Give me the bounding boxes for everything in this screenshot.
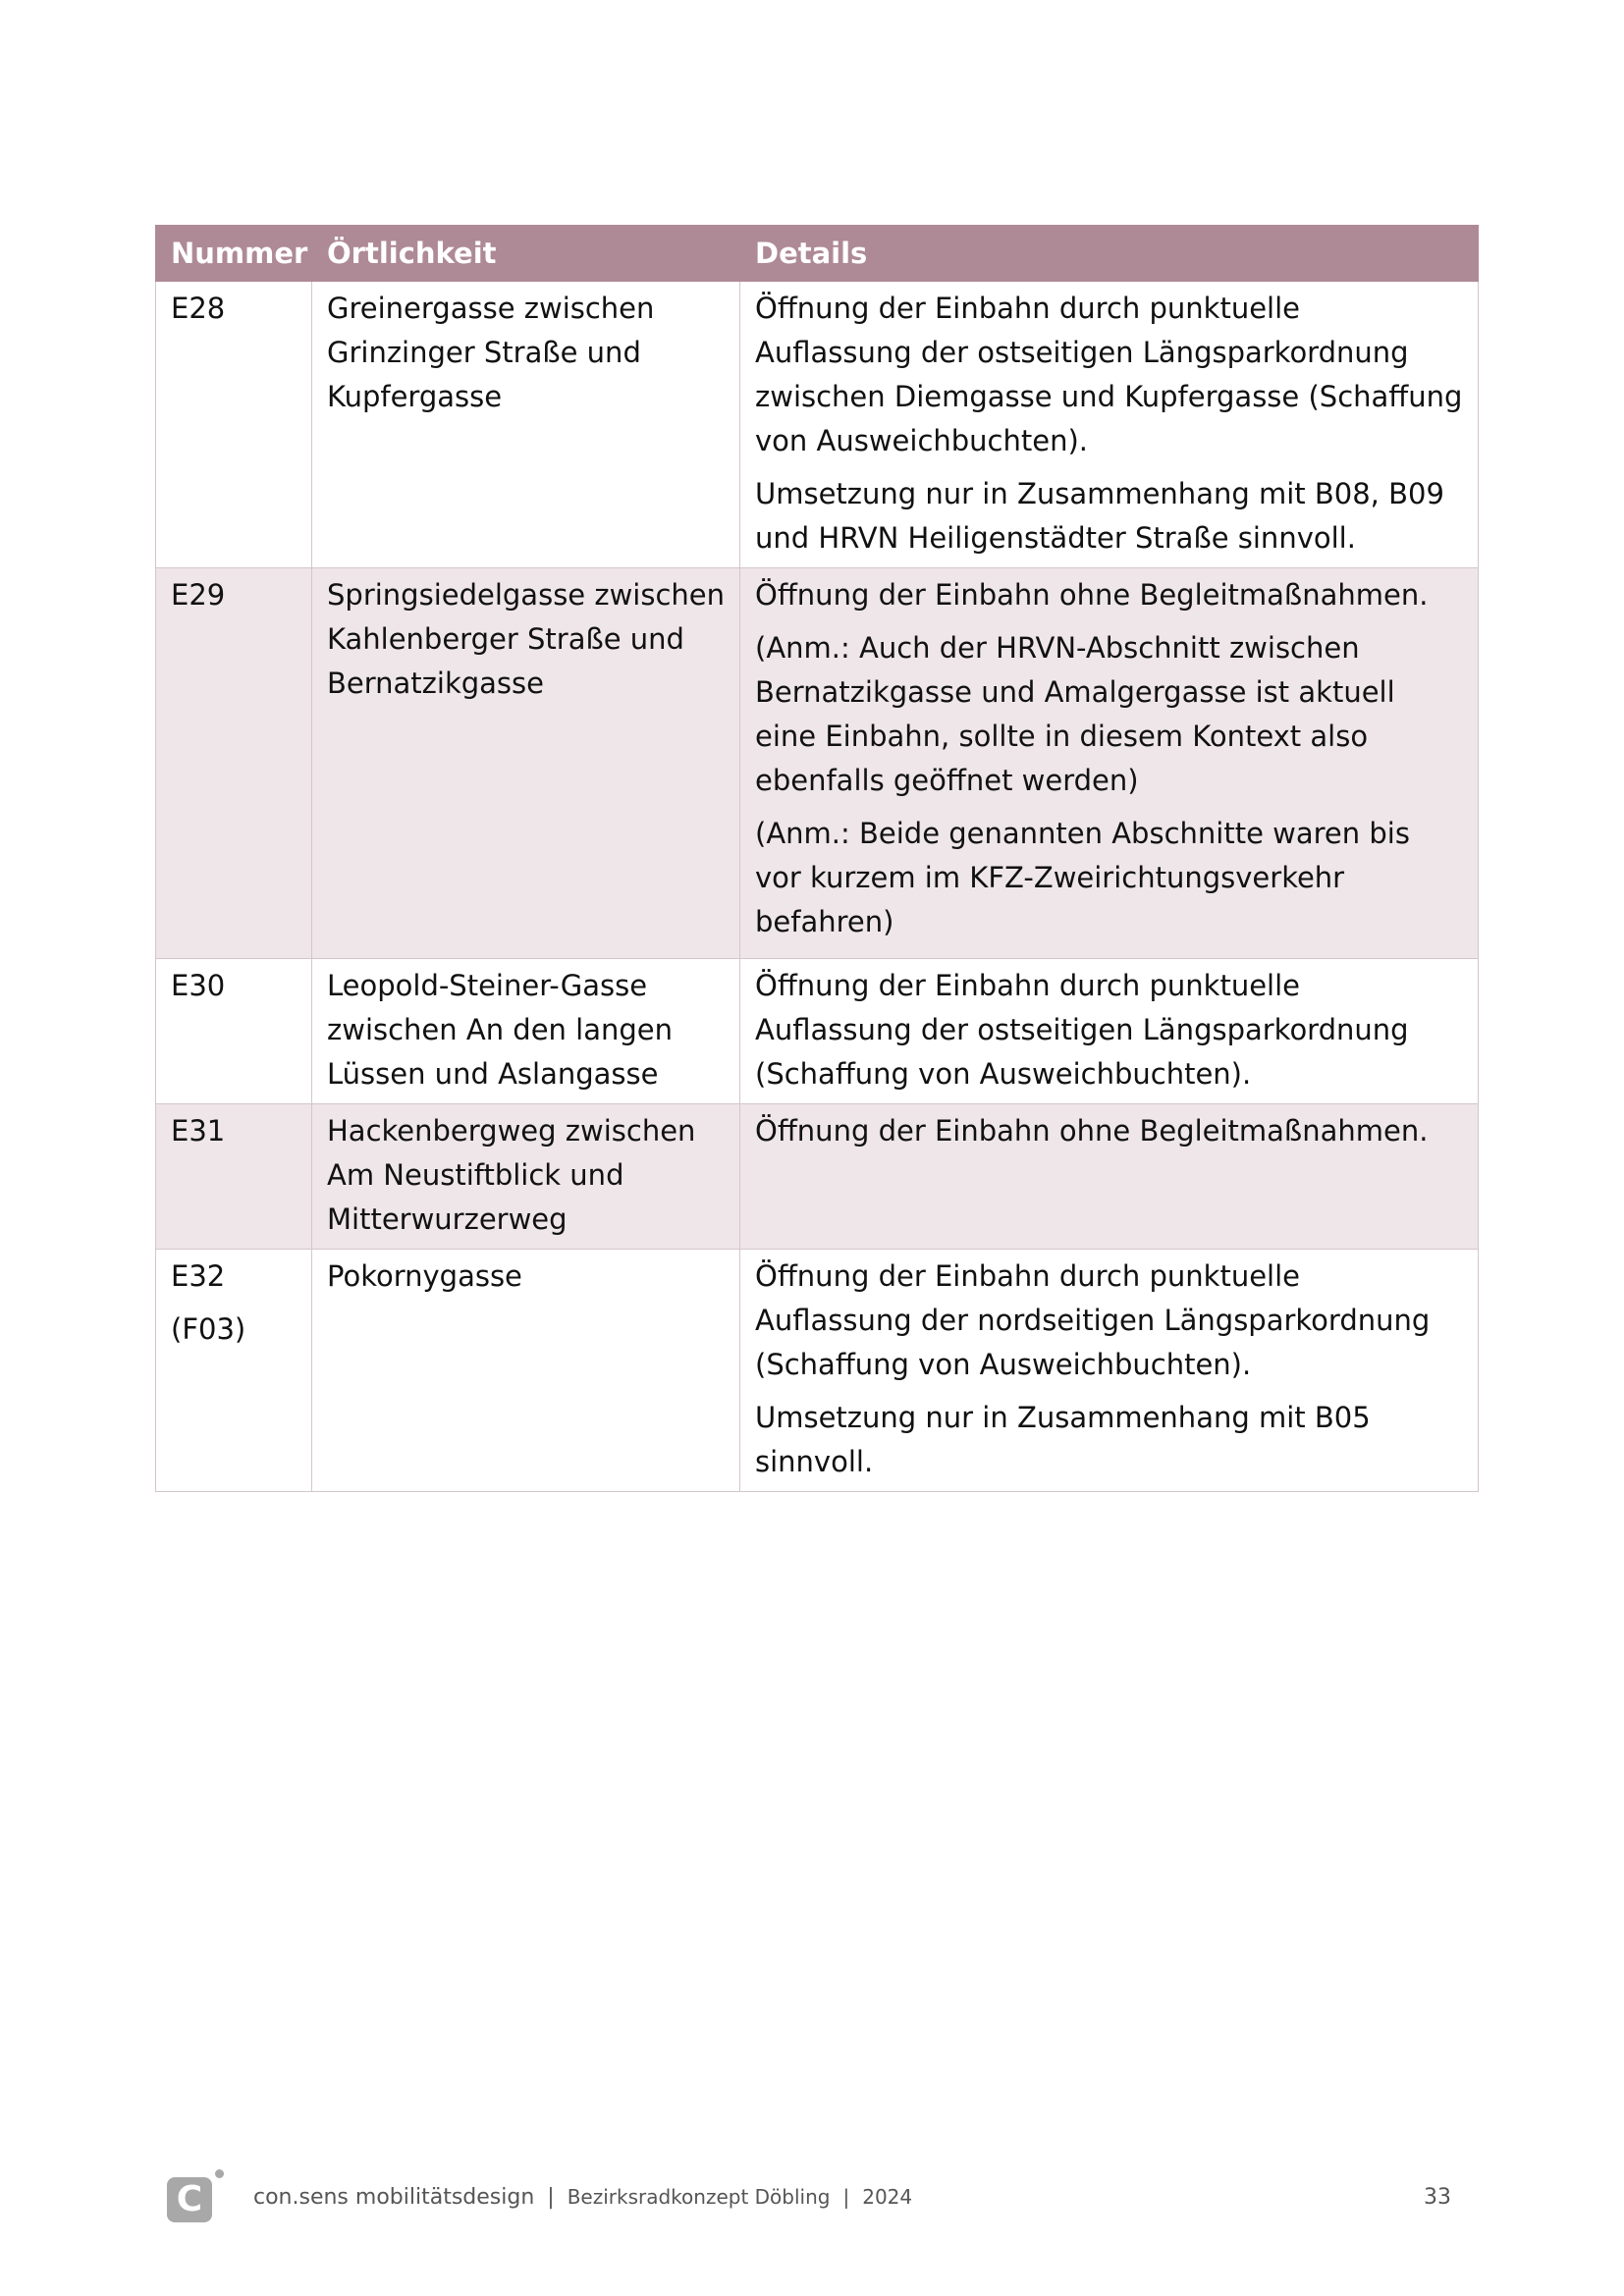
nummer-text: E31 [171, 1114, 226, 1148]
cell-details [740, 568, 1479, 959]
table-row [156, 959, 1479, 1104]
nummer-text: E29 [171, 578, 226, 612]
table-row [156, 282, 1479, 568]
consens-logo-icon [167, 2177, 212, 2222]
details-paragraph: Öffnung der Einbahn ohne Begleitmaßnahmen. [755, 1114, 1429, 1148]
measures-table [155, 225, 1479, 1492]
table-row [156, 1104, 1479, 1250]
details-paragraph: Öffnung der Einbahn durch punktuelle Auflassung der ostseitigen Längsparkordnung (Schaffung von Ausweichbuchten). [755, 969, 1409, 1091]
cell-nummer [156, 959, 312, 1104]
nummer-subtext: (F03) [171, 1312, 246, 1346]
footer-project: Bezirksradkonzept Döbling [567, 2185, 831, 2209]
table-header-row [156, 226, 1479, 282]
page-footer [0, 2169, 1624, 2228]
nummer-text: E30 [171, 969, 226, 1002]
details-paragraph: (Anm.: Beide genannten Abschnitte waren bis vor kurzem im KFZ-Zweirichtungsverkehr befahren) [755, 817, 1410, 938]
cell-oertlichkeit: Greinergasse zwischen Grinzinger Straße und Kupfergasse [312, 282, 740, 568]
header-oertlichkeit: Örtlichkeit [312, 226, 740, 282]
details-paragraph: Umsetzung nur in Zusammenhang mit B05 sinnvoll. [755, 1401, 1371, 1478]
table-row [156, 568, 1479, 959]
footer-separator: | [842, 2185, 850, 2209]
cell-oertlichkeit: Leopold-Steiner-Gasse zwischen An den langen Lüssen und Aslangasse [312, 959, 740, 1104]
cell-nummer [156, 282, 312, 568]
details-paragraph: Umsetzung nur in Zusammenhang mit B08, B09 und HRVN Heiligenstädter Straße sinnvoll. [755, 477, 1444, 555]
footer-year: 2024 [862, 2185, 913, 2209]
footer-separator: | [547, 2185, 555, 2210]
cell-details [740, 1104, 1479, 1250]
nummer-text: E28 [171, 292, 226, 325]
details-paragraph: (Anm.: Auch der HRVN-Abschnitt zwischen Bernatzikgasse und Amalgergasse ist aktuell eine Einbahn, sollte in diesem Kontext also ebenfalls geöffnet werden) [755, 631, 1395, 797]
cell-nummer [156, 1104, 312, 1250]
header-details: Details [740, 226, 1479, 282]
cell-details [740, 282, 1479, 568]
page-number: 33 [1424, 2185, 1451, 2210]
cell-oertlichkeit: Hackenbergweg zwischen Am Neustiftblick und Mitterwurzerweg [312, 1104, 740, 1250]
cell-details [740, 959, 1479, 1104]
footer-text [253, 2185, 912, 2210]
header-nummer: Nummer [156, 226, 312, 282]
details-paragraph: Öffnung der Einbahn ohne Begleitmaßnahmen. [755, 578, 1429, 612]
table-row [156, 1250, 1479, 1492]
cell-details [740, 1250, 1479, 1492]
details-paragraph: Öffnung der Einbahn durch punktuelle Auflassung der ostseitigen Längsparkordnung zwischen Diemgasse und Kupfergasse (Schaffung von Ausweichbuchten). [755, 292, 1463, 457]
logo-dot-icon [215, 2169, 224, 2178]
logo-letter: C [176, 2179, 203, 2219]
cell-nummer [156, 1250, 312, 1492]
nummer-text: E32 [171, 1259, 226, 1293]
cell-oertlichkeit: Springsiedelgasse zwischen Kahlenberger Straße und Bernatzikgasse [312, 568, 740, 959]
cell-oertlichkeit: Pokornygasse [312, 1250, 740, 1492]
footer-company: con.sens mobilitätsdesign [253, 2185, 535, 2210]
details-paragraph: Öffnung der Einbahn durch punktuelle Auflassung der nordseitigen Längsparkordnung (Schaffung von Ausweichbuchten). [755, 1259, 1431, 1381]
cell-nummer [156, 568, 312, 959]
